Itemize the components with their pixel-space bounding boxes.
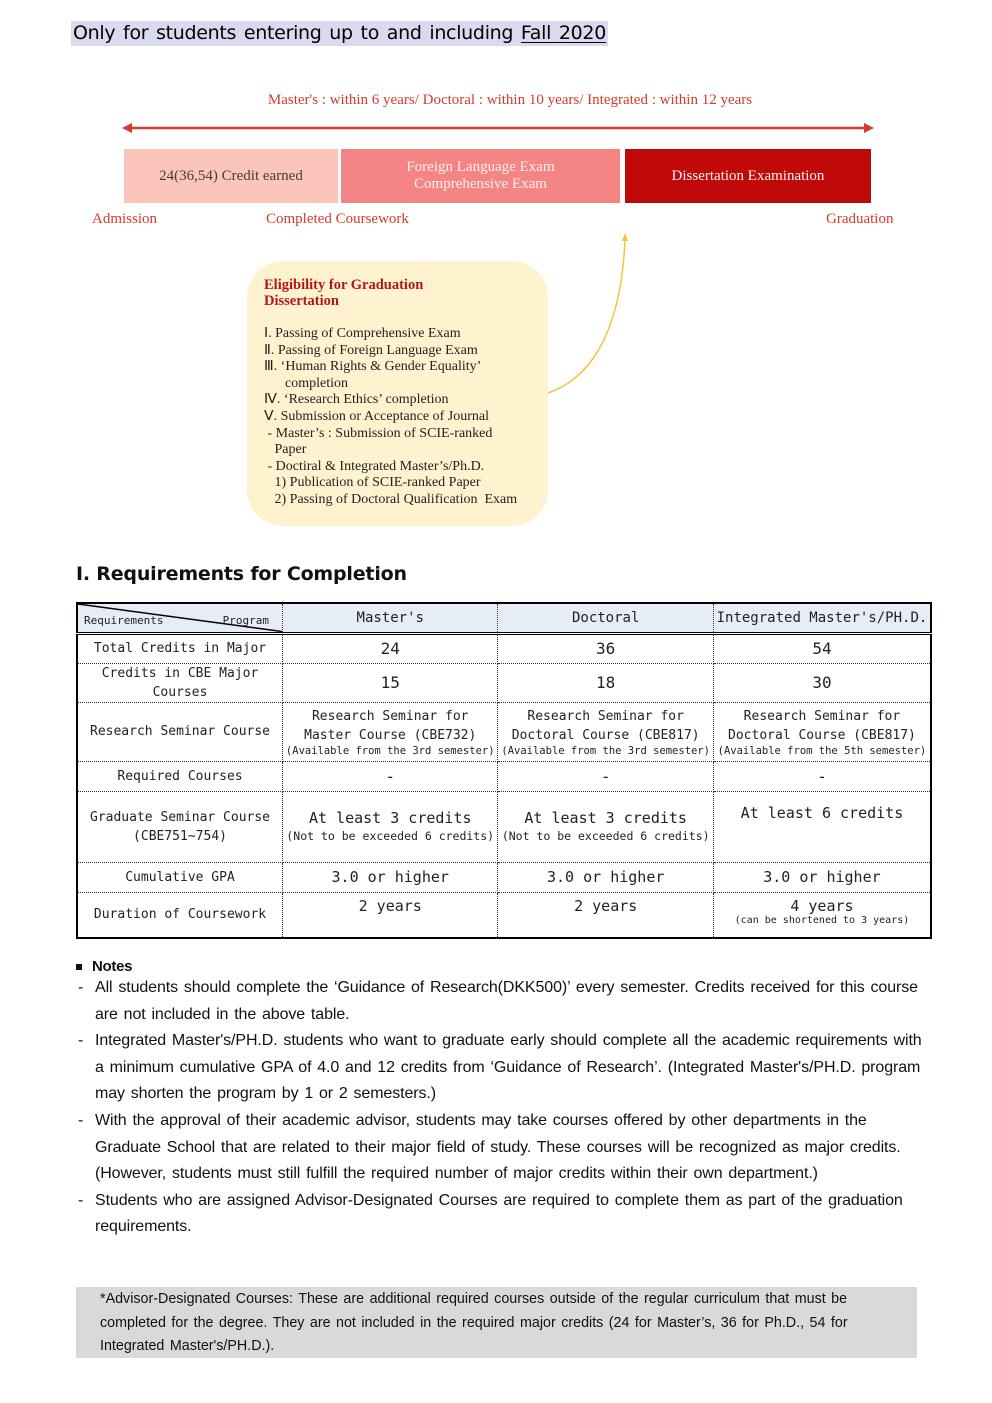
timeline-caption: Master's : within 6 years/ Doctoral : within 10 years/ Integrated : within 12 years (267, 92, 753, 108)
banner-prefix: Only for students entering up to and including (73, 22, 521, 44)
note-text: Students who are assigned Advisor-Designated Courses are required to complete them as part of the graduation requirements. (95, 1191, 903, 1236)
advisor-courses-footnote: *Advisor-Designated Courses: These are additional required courses outside of the regular curriculum that must be completed for the degree. They are not included in the required major credits (24 for Master’s, 36 for Ph.D., 54 for Integrated Master's/PH.D.). (76, 1287, 917, 1358)
row-label: Research Seminar Course (77, 702, 283, 761)
eligibility-item: - Master’s : Submission of SCIE-ranked (264, 425, 493, 441)
corner-left-label: Requirements (84, 613, 164, 627)
banner-term: Fall 2020 (520, 22, 607, 44)
corner-header (77, 603, 283, 633)
eligibility-item: 1) Publication of SCIE-ranked Paper (264, 475, 481, 491)
table-cell: 54 (713, 633, 931, 663)
table-cell (713, 702, 931, 761)
cell-main: Research Seminar for Master Course (CBE732) (304, 708, 477, 743)
table-row (77, 791, 931, 862)
table-cell: 36 (498, 633, 713, 663)
cell-main: Research Seminar for Doctoral Course (CBE817) (728, 708, 916, 743)
stage-credits (124, 149, 338, 203)
row-label (77, 791, 283, 862)
table-cell: 15 (283, 663, 498, 702)
table-cell (283, 702, 498, 761)
cell-note: (Available from the 5th semester) (717, 744, 927, 757)
stage-exams-line2: Comprehensive Exam (414, 176, 547, 192)
cell-note: (Not to be exceeded 6 credits) (501, 828, 710, 843)
cell-note: (Available from the 3rd semester) (501, 744, 710, 757)
notes-section (76, 958, 926, 1241)
cell-main: 4 years (790, 896, 854, 915)
stage-exams (341, 149, 620, 203)
column-header: Doctoral (498, 603, 713, 633)
cell-note: (can be shortened to 3 years) (734, 914, 910, 926)
table-header-row (77, 603, 931, 633)
notes-title: Notes (92, 958, 133, 975)
eligibility-item: Ⅱ. Passing of Foreign Language Exam (264, 342, 478, 358)
eligibility-item: Ⅳ. ‘Research Ethics’ completion (264, 392, 449, 408)
table-cell: 30 (713, 663, 931, 702)
note-text: Integrated Master's/PH.D. students who want to graduate early should complete all the academic requirements with a minimum cumulative GPA of 4.0 and 12 credits from ‘Guidance of Research’. (Integrated Master's/PH.D. program may shorten the program by 1 or 2 semesters.) (95, 1032, 922, 1103)
row-label: Required Courses (77, 761, 283, 791)
stage-dissertation (625, 149, 871, 203)
table-cell: 2 years (283, 892, 498, 938)
eligibility-title: Eligibility for Graduation Dissertation (264, 277, 424, 309)
eligibility-item: Ⅰ. Passing of Comprehensive Exam (264, 326, 461, 341)
square-bullet-icon (76, 964, 82, 970)
cell-main: At least 6 credits (740, 803, 904, 822)
table-cell: 24 (283, 633, 498, 663)
milestone-admission: Admission (92, 211, 158, 227)
table-row (77, 702, 931, 761)
table-cell: 3.0 or higher (283, 862, 498, 892)
row-label: Duration of Coursework (77, 892, 283, 938)
note-item: - Integrated Master's/PH.D. students who want to graduate early should complete all the academic requirements with a minimum cumulative GPA of 4.0 and 12 credits from ‘Guidance of Research’. (Integrated Master's/PH.D. program may shorten the program by 1 or 2 semesters.) (78, 1032, 922, 1103)
column-header: Master's (283, 603, 498, 633)
table-cell (498, 702, 713, 761)
row-label: Credits in CBE Major Courses (77, 663, 283, 702)
connector-arrow-icon (540, 225, 640, 405)
table-row (77, 633, 931, 663)
row-label: Cumulative GPA (77, 862, 283, 892)
cell-note: (Not to be exceeded 6 credits) (286, 828, 495, 843)
note-text: All students should complete the ‘Guidance of Research(DKK500)’ every semester. Credits received for this course are not included in the above table. (95, 979, 918, 1023)
eligibility-item: Ⅲ. ‘Human Rights & Gender Equality’ (264, 359, 482, 375)
eligibility-item: 2) Passing of Doctoral Qualification Exam (264, 491, 518, 507)
table-row (77, 761, 931, 791)
table-row (77, 892, 931, 938)
note-item: - With the approval of their academic advisor, students may take courses offered by other departments in the Graduate School that are related to their major field of study. These courses will be recognized as major credits. (However, students must still fulfill the required number of major credits within their own department.) (78, 1111, 901, 1183)
table-cell: 3.0 or higher (498, 862, 713, 892)
cell-note: (Available from the 3rd semester) (285, 744, 495, 757)
cell-main: At least 3 credits (524, 808, 687, 827)
eligibility-item: Ⅴ. Submission or Acceptance of Journal (264, 408, 489, 424)
table-cell: 3.0 or higher (713, 862, 931, 892)
eligibility-callout (247, 261, 548, 526)
stage-exams-line1: Foreign Language Exam (406, 159, 555, 175)
table-cell (713, 791, 931, 862)
table-row (77, 862, 931, 892)
note-item: - Students who are assigned Advisor-Designated Courses are required to complete them as part of the graduation requirements. (78, 1191, 903, 1236)
stage-dissertation-label: Dissertation Examination (671, 167, 825, 184)
stage-credits-label: 24(36,54) Credit earned (159, 167, 303, 184)
row-label-line1: Graduate Seminar Course (90, 809, 271, 825)
section-title: Ⅰ. Requirements for Completion (76, 563, 407, 585)
row-label: Total Credits in Major (77, 633, 283, 663)
table-cell (713, 892, 931, 938)
eligibility-item: Paper (264, 442, 307, 458)
table-cell: 18 (498, 663, 713, 702)
table-cell (498, 791, 713, 862)
milestone-completed-coursework: Completed Coursework (266, 211, 409, 227)
eligibility-list (264, 326, 548, 509)
cohort-banner (71, 21, 608, 46)
eligibility-item: completion (264, 375, 348, 391)
table-row (77, 663, 931, 702)
row-label-line2: (CBE751~754) (133, 828, 227, 844)
column-header: Integrated Master's/PH.D. (713, 603, 931, 633)
table-cell: - (713, 761, 931, 791)
cell-main: At least 3 credits (308, 808, 472, 827)
timeline-double-arrow-icon (122, 120, 874, 136)
table-cell (283, 791, 498, 862)
milestone-graduation: Graduation (826, 211, 894, 227)
note-text: With the approval of their academic advisor, students may take courses offered by other departments in the Graduate School that are related to their major field of study. These courses will be recognized as major credits. (However, students must still fulfill the required number of major credits within their own department.) (95, 1111, 901, 1183)
note-item: - All students should complete the ‘Guidance of Research(DKK500)’ every semester. Credits received for this course are not included in the above table. (78, 979, 918, 1023)
table-cell: 2 years (498, 892, 713, 938)
table-cell: - (498, 761, 713, 791)
corner-right-label: Program (222, 613, 270, 627)
cell-main: Research Seminar for Doctoral Course (CBE817) (511, 708, 700, 743)
requirements-table (76, 602, 932, 939)
notes-heading (76, 958, 926, 975)
eligibility-item: - Doctiral & Integrated Master’s/Ph.D. (264, 458, 485, 474)
table-cell: - (283, 761, 498, 791)
